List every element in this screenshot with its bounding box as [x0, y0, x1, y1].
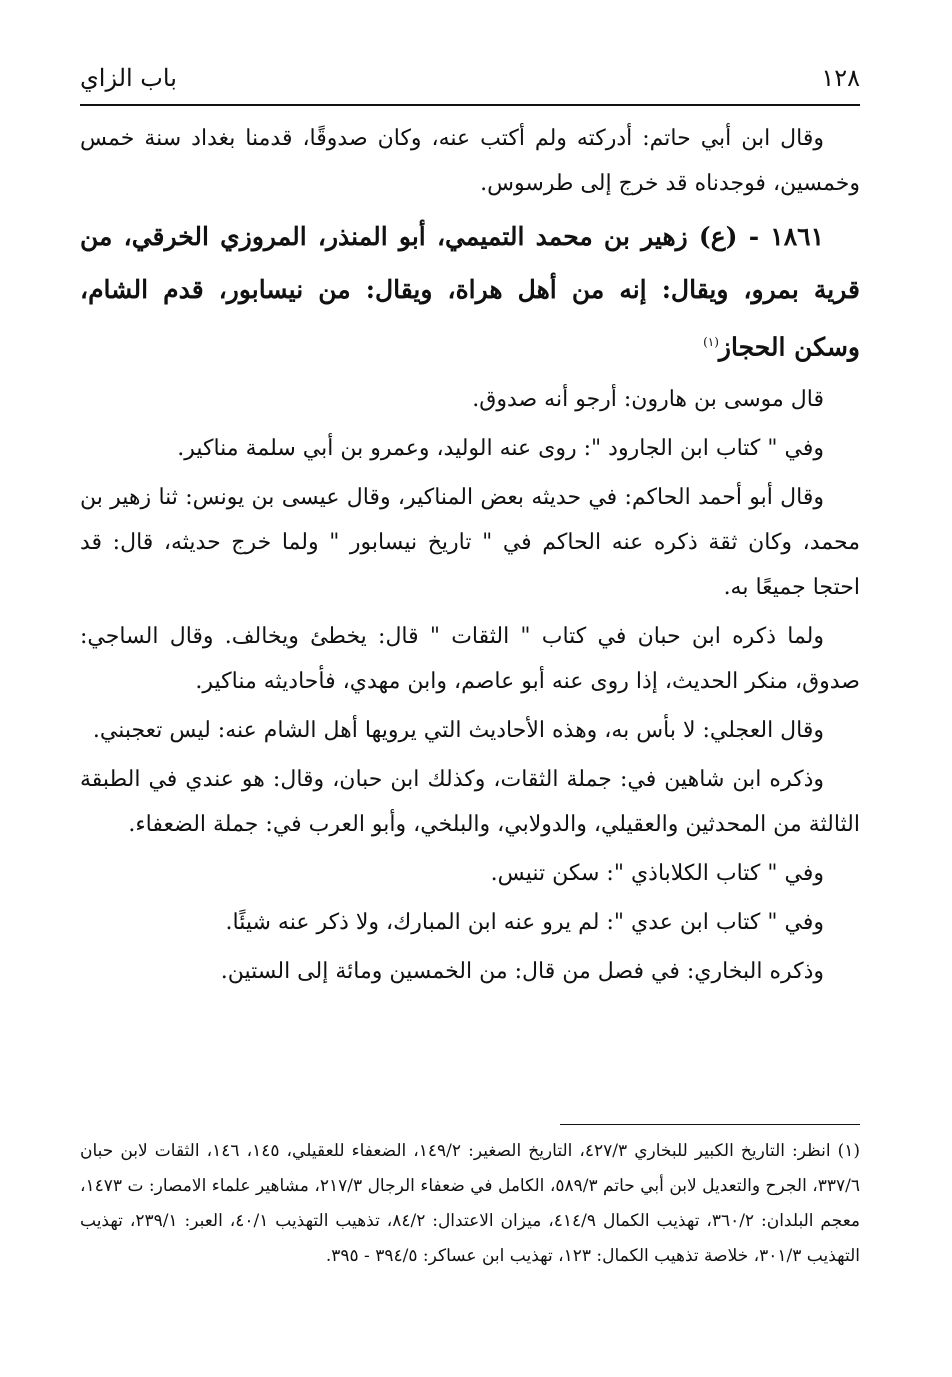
- paragraph: ولما ذكره ابن حبان في كتاب " الثقات " قال: يخطئ ويخالف. وقال الساجي: صدوق، منكر الحديث، إذا روى عنه أبو عاصم، وابن مهدي، فأحاديثه مناكير.: [80, 624, 860, 695]
- paragraph: وفي " كتاب ابن الجارود ": روى عنه الوليد، وعمرو بن أبي سلمة مناكير.: [177, 436, 824, 462]
- paragraph: وذكره البخاري: في فصل من قال: من الخمسين ومائة إلى الستين.: [220, 959, 824, 985]
- paragraph: وذكره ابن شاهين في: جملة الثقات، وكذلك ابن حبان، وقال: هو عندي في الطبقة الثالثة من المحدثين والعقيلي، والدولابي، والبلخي، وأبو العرب في: جملة الضعفاء.: [80, 767, 860, 838]
- header-divider: [80, 104, 860, 106]
- paragraph: قال موسى بن هارون: أرجو أنه صدوق.: [472, 387, 824, 413]
- footnote-section: [80, 1134, 860, 1274]
- footnote-divider: [560, 1124, 860, 1125]
- paragraph: وفي " كتاب الكلاباذي ": سكن تنيس.: [490, 861, 824, 887]
- chapter-title: باب الزاي: [80, 64, 177, 92]
- page-number: ١٢٨: [821, 64, 860, 92]
- biography-entry-heading: [80, 210, 860, 373]
- main-text: [80, 116, 860, 998]
- paragraph: وقال العجلي: لا بأس به، وهذه الأحاديث التي يرويها أهل الشام عنه: ليس تعجبني.: [92, 718, 824, 744]
- running-header: [80, 58, 860, 98]
- entry-heading-text: ١٨٦١ - (ع) زهير بن محمد التميمي، أبو المنذر، المروزي الخرقي، من قرية بمرو، ويقال: إنه من أهل هراة، ويقال: من نيسابور، قدم الشام، وسكن الحجاز: [80, 222, 860, 362]
- paragraph: وفي " كتاب ابن عدي ": لم يرو عنه ابن المبارك، ولا ذكر عنه شيئًا.: [225, 910, 824, 936]
- footnote-marker: (١): [703, 335, 719, 349]
- footnote-text: (١) انظر: التاريخ الكبير للبخاري ٤٢٧/٣، التاريخ الصغير: ١٤٩/٢، الضعفاء للعقيلي، ١٤٥، ١٤٦، الثقات لابن حبان ٣٣٧/٦، الجرح والتعديل لابن أبي حاتم ٥٨٩/٣، الكامل في ضعفاء الرجال ٢١٧/٣، مشاهير علماء الامصار: ت ١٤٧٣، معجم البلدان: ٣٦٠/٢، تهذيب الكمال ٤١٤/٩، ميزان الاعتدال: ٨٤/٢، تذهيب التهذيب ٤٠/١، العبر: ٢٣٩/١، تهذيب التهذيب ٣٠١/٣، خلاصة تذهيب الكمال: ١٢٣، تهذيب ابن عساكر: ٣٩٤/٥ - ٣٩٥.: [80, 1141, 861, 1266]
- book-page: [80, 0, 860, 1377]
- paragraph: وقال ابن أبي حاتم: أدركته ولم أكتب عنه، وكان صدوقًا، قدمنا بغداد سنة خمس وخمسين، فوجدناه قد خرج إلى طرسوس.: [80, 126, 860, 196]
- paragraph: وقال أبو أحمد الحاكم: في حديثه بعض المناكير، وقال عيسى بن يونس: ثنا زهير بن محمد، وكان ثقة ذكره عنه الحاكم في " تاريخ نيسابور " ولما خرج حديثه، قال: قد احتجا جميعًا به.: [80, 485, 860, 601]
